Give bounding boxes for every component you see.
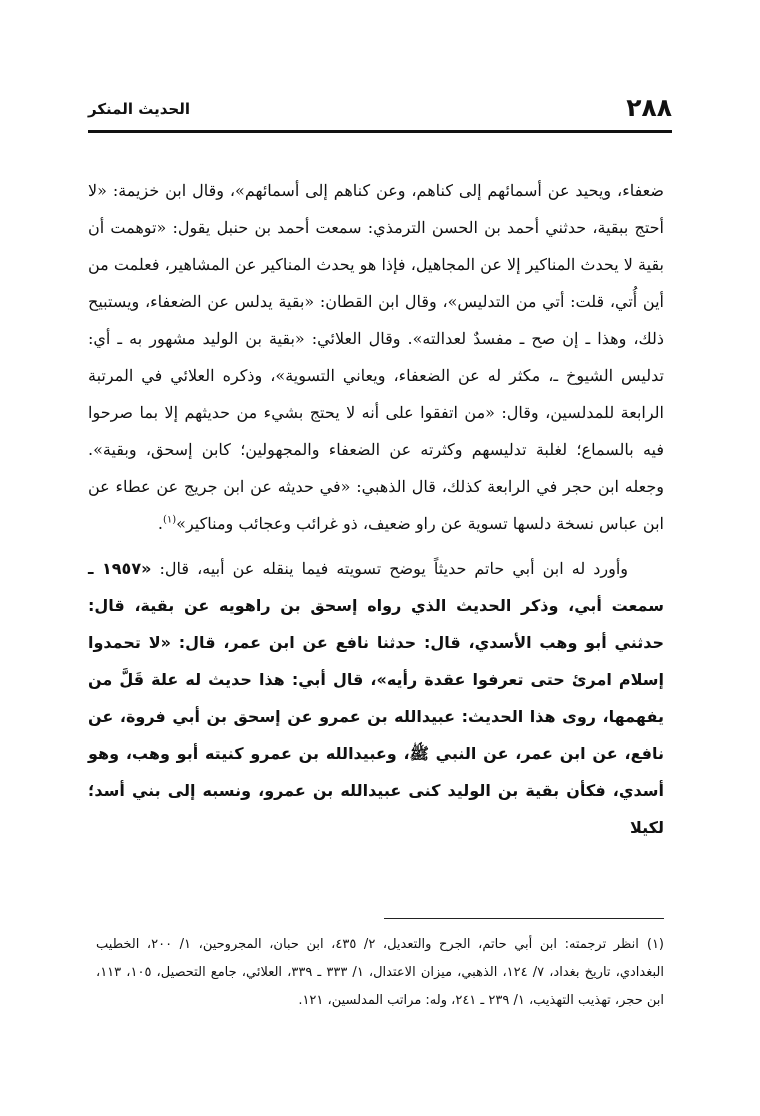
page-header — [88, 93, 672, 127]
footnote-separator — [384, 918, 664, 919]
paragraph-intro: وأورد له ابن أبي حاتم حديثاً يوضح تسويته فيما ينقله عن أبيه، قال: — [159, 559, 628, 578]
footnote-text: انظر ترجمته: ابن أبي حاتم، الجرح والتعديل، ٢/ ٤٣٥، ابن حبان، المجروحين، ١/ ٢٠٠، الخطيب البغدادي، تاريخ بغداد، ٧/ ١٢٤، الذهبي، ميزان الاعتدال، ١/ ٣٣٣ ـ ٣٣٩، العلائي، جامع التحصيل، ١٠٥، ١١٣، ابن حجر، تهذيب التهذيب، ١/ ٢٣٩ ـ ٢٤١، وله: مراتب المدلسين، ١٢١. — [96, 937, 665, 1008]
quoted-hadith-text: «١٩٥٧ ـ سمعت أبي، وذكر الحديث الذي رواه إسحق بن راهويه عن بقية، قال: حدثني أبو وهب الأسدي، قال: حدثنا نافع عن ابن عمر، قال: «لا تحمدوا إسلام امرئ حتى تعرفوا عقدة رأيه»، قال أبي: هذا حديث له علة قَلَّ من يفهمها، روى هذا الحديث: عبيدالله بن عمرو عن إسحق بن أبي فروة، عن نافع، عن ابن عمر، عن النبي ﷺ، وعبيدالله بن عمرو كنيته أبو وهب، وهو أسدي، فكأن بقية بن الوليد كنى عبيدالله بن عمرو، ونسبه إلى بني أسد؛ لكيلا — [88, 559, 664, 837]
paragraph-end: . — [157, 514, 163, 533]
main-text — [88, 172, 664, 846]
paragraph — [88, 172, 664, 542]
footnote-marker: (١) — [646, 937, 664, 952]
footnote — [96, 931, 664, 1015]
page-number: ٢٨٨ — [626, 93, 672, 122]
paragraph — [88, 550, 664, 846]
footnote-reference: (١) — [162, 514, 177, 526]
header-rule — [88, 130, 672, 133]
paragraph-text: ضعفاء، ويحيد عن أسمائهم إلى كناهم، وعن كناهم إلى أسمائهم»، وقال ابن خزيمة: «لا أحتج ببقية، حدثني أحمد بن الحسن الترمذي: سمعت أحمد بن حنبل يقول: «توهمت أن بقية لا يحدث المناكير إلا عن المجاهيل، فإذا هو يحدث المناكير عن المشاهير، فعلمت من أين أُتي، قلت: أتي من التدليس»، وقال ابن القطان: «بقية يدلس عن الضعفاء، ويستبيح ذلك، وهذا ـ إن صح ـ مفسدٌ لعدالته». وقال العلائي: «بقية بن الوليد مشهور به ـ أي: تدليس الشيوخ ـ، مكثر له عن الضعفاء، ويعاني التسوية»، وذكره العلائي في المرتبة الرابعة للمدلسين، وقال: «من اتفقوا على أنه لا يحتج بشيء من حديثهم إلا بما صرحوا فيه بالسماع؛ لغلبة تدليسهم وكثرته عن الضعفاء والمجهولين؛ كابن إسحق، وبقية». وجعله ابن حجر في الرابعة كذلك، قال الذهبي: «في حديثه عن ابن جريج عن عطاء عن ابن عباس نسخة دلسها تسوية عن راو ضعيف، ذو غرائب وعجائب ومناكير» — [88, 181, 664, 533]
running-title: الحديث المنكر — [88, 100, 190, 118]
